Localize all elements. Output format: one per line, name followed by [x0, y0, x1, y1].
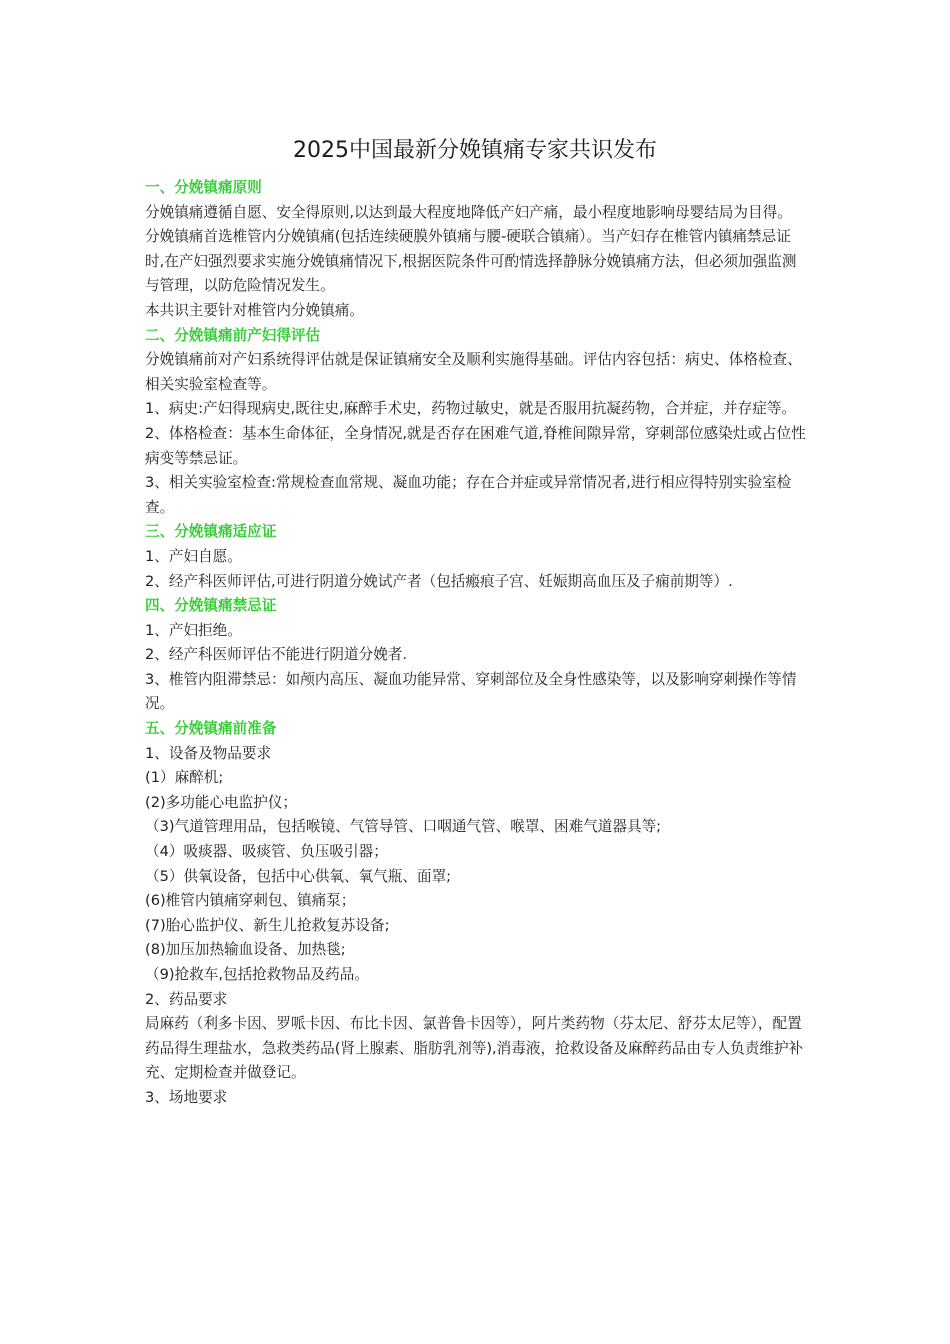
paragraph: 3、相关实验室检查:常规检查血常规、凝血功能；存在合并症或异常情况者,进行相应得特别实验室检查。	[145, 474, 792, 516]
list-item: (8)加压加热输血设备、加热毯;	[145, 941, 346, 959]
paragraph: 1、产妇拒绝。	[145, 621, 242, 639]
list-item: (6)椎管内镇痛穿刺包、镇痛泵；	[145, 892, 356, 910]
list-item: (1）麻醉机;	[145, 769, 224, 787]
paragraph: 本共识主要针对椎管内分娩镇痛。	[145, 301, 364, 319]
list-item: (7)胎心监护仪、新生儿抢救复苏设备;	[145, 916, 390, 934]
section-heading-assessment: 二、分娩镇痛前产妇得评估	[145, 326, 321, 344]
list-item: 2、药品要求	[145, 990, 228, 1008]
paragraph: 1、产妇自愿。	[145, 547, 242, 565]
list-item: （4）吸痰器、吸痰管、负压吸引器；	[145, 843, 388, 861]
paragraph: 1、病史:产妇得现病史,既往史,麻醉手术史，药物过敏史，就是否服用抗凝药物，合并症，并存症等。	[145, 400, 797, 418]
paragraph: 3、椎管内阻滞禁忌：如颅内高压、凝血功能异常、穿刺部位及全身性感染等，以及影响穿刺操作等情况。	[145, 670, 797, 713]
paragraph: 2、经产科医师评估不能进行阴道分娩者.	[145, 646, 408, 664]
section-heading-contraindications: 四、分娩镇痛禁忌证	[145, 597, 277, 615]
paragraph: 分娩镇痛首选椎管内分娩镇痛(包括连续硬膜外镇痛与腰-硬联合镇痛）。当产妇存在椎管内镇痛禁忌证时,在产妇强烈要求实施分娩镇痛情况下,根据医院条件可酌情选择静脉分娩镇痛方法，但必须加强监测与管理，以防危险情况发生。	[145, 228, 797, 295]
document-title: 2025中国最新分娩镇痛专家共识发布	[293, 138, 657, 163]
list-item: 3、场地要求	[145, 1088, 228, 1106]
list-item: （9)抢救车,包括抢救物品及药品。	[145, 966, 369, 983]
section-heading-preparation: 五、分娩镇痛前准备	[145, 720, 277, 738]
list-item: （5）供氧设备，包括中心供氧、氧气瓶、面罩;	[145, 867, 452, 885]
paragraph: 局麻药（利多卡因、罗哌卡因、布比卡因、氯普鲁卡因等），阿片类药物（芬太尼、舒芬太尼等），配置药品得生理盐水，急救类药品(肾上腺素、脂肪乳剂等),消毒液，抢救设备及麻醉药品由专人负责维护补充、定期检查并做登记。	[145, 1015, 804, 1082]
paragraph: 2、体格检查：基本生命体征，全身情况,就是否存在困难气道,脊椎间隙异常，穿刺部位感染灶或占位性病变等禁忌证。	[145, 424, 806, 467]
document-body	[145, 176, 810, 1111]
paragraph: 分娩镇痛前对产妇系统得评估就是保证镇痛安全及顺利实施得基础。评估内容包括：病史、体格检查、相关实验室检查等。	[145, 351, 802, 393]
section-heading-indications: 三、分娩镇痛适应证	[145, 523, 277, 541]
list-item: （3)气道管理用品，包括喉镜、气管导管、口咽通气管、喉罩、困难气道器具等;	[145, 818, 662, 836]
paragraph: 2、经产科医师评估,可进行阴道分娩试产者（包括瘢痕子宫、妊娠期高血压及子痫前期等）.	[145, 572, 733, 590]
list-item: (2)多功能心电监护仪；	[145, 793, 298, 811]
paragraph: 分娩镇痛遵循自愿、安全得原则,以达到最大程度地降低产妇产痛，最小程度地影响母婴结局为目得。	[145, 203, 792, 221]
section-heading-principles: 一、分娩镇痛原则	[145, 179, 262, 196]
list-item: 1、设备及物品要求	[145, 744, 272, 762]
